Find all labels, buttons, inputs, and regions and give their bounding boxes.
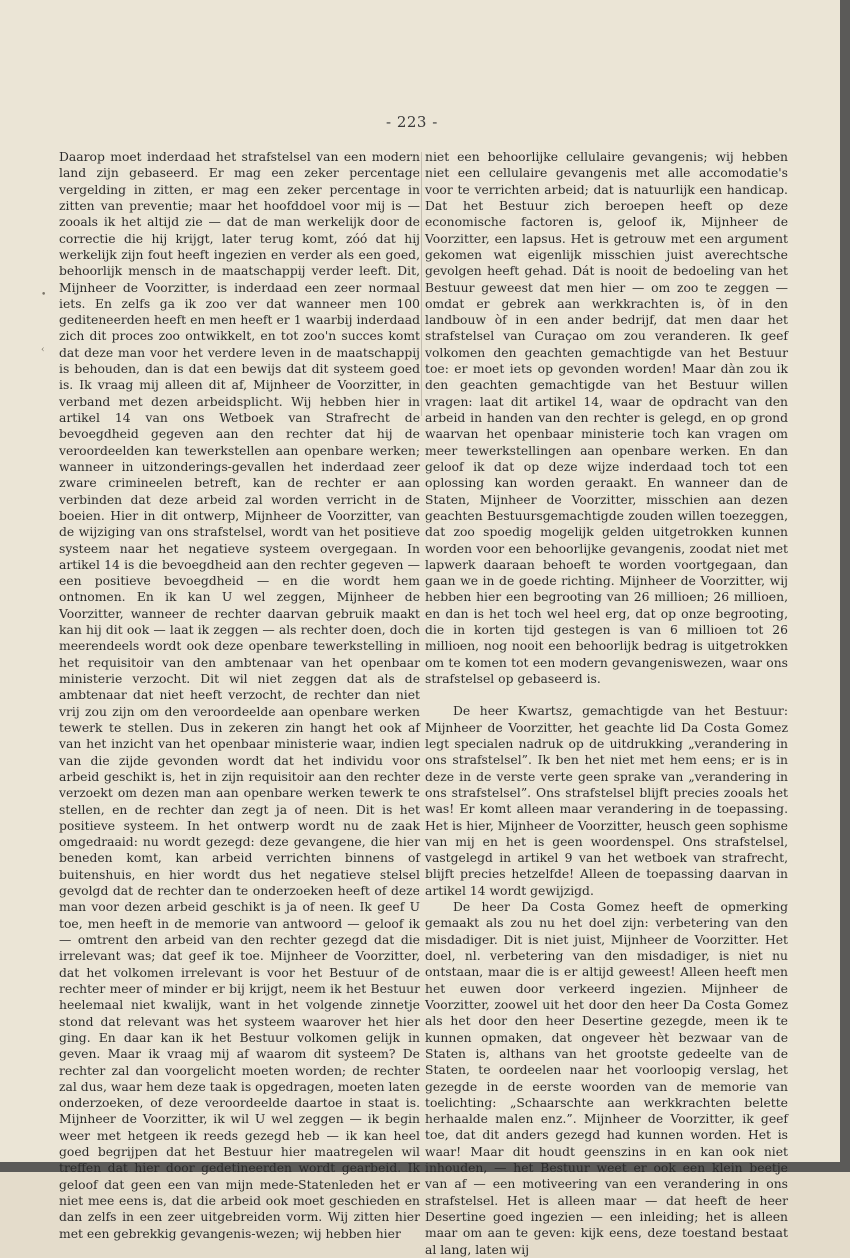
paragraph: niet een behoorlijke cellulaire gevangenis; wij hebben niet een cellulaire gevangenis met alle accomodatie's voor te verrichten arbeid; dat is natuurlijk een handicap. Dat het Bestuur zich beroepen heeft op deze economische factoren is, geloof ik, Mijnheer de Voorzitter, een lapsus. Het is getrouw met een argument gekomen wat eigenlijk misschien juist averechtsche gevolgen heeft gehad. Dát is nooit de bedoeling van het Bestuur geweest dat men hier — om zoo te zeggen — omdat er gebrek aan werkkrachten is, òf in den landbouw òf in een ander bedrijf, dat men daar het strafstelsel van Curaçao om zou veranderen. Ik geef volkomen den geachten gemachtigde van het Bestuur toe: er moet iets op gevonden worden! Maar dàn zou ik den geachten gemachtigde van het Bestuur willen vragen: laat dit artikel 14, waar de opdracht van den arbeid in handen van den rechter is gelegd, en op grond waarvan het openbaar ministerie toch kan vragen om meer tewerkstellingen aan openbare werken. En dan geloof ik dat op deze wijze inderdaad toch tot een oplossing kan worden geraakt. En wanneer dan de Staten, Mijnheer de Voorzitter, misschien aan dezen geachten Bestuursgemachtigde zouden willen toezeggen, dat zoo spoedig mogelijk gelden uitgetrokken kunnen worden voor een behoorlijke gevangenis, zoodat niet met lapwerk daaraan behoeft te worden voortgegaan, dan gaan we in de goede richting. Mijnheer de Voorzitter, wij hebben hier een begrooting van 26 millioen; 26 millioen, en dan is het toch wel heel erg, dat op onze begrooting, die in korten tijd gestegen is van 6 millioen tot 26 millioen, nog nooit een behoorlijk bedrag is uitgetrokken om te komen tot een modern gevangeniswezen, waar ons strafstelsel op gebaseerd is. <box>425 150 788 686</box>
column-divider <box>421 152 422 416</box>
paragraph: De heer Da Costa Gomez heeft de opmerking gemaakt als zou nu het doel zijn: verbetering van den misdadiger. Dit is niet juist, Mijnheer de Voorzitter. Het doel, nl. verbetering van den misdadiger, is niet nu ontstaan, maar die is er altijd geweest! Alleen heeft men het euwen door verkeerd ingezien. Mijnheer de Voorzitter, zoowel uit het door den heer Da Costa Gomez als het door den heer Desertine gezegde, meen ik te kunnen opmaken, dat ongeveer hèt bezwaar van de Staten is, althans van het grootste gedeelte van de Staten, te oordeelen naar het voorloopig verslag, het gezegde in de eerste woorden van de memorie van toelichting: „Schaarschte aan werkkrachten belette herhaalde malen enz.”. Mijnheer de Voorzitter, ik geef toe, dat dit anders gezegd had kunnen worden. Het is waar! Maar dit houdt geenszins in en kan ook niet inhouden, — het Bestuur weet er ook een klein beetje van af — een motiveering van een verandering in ons strafstelsel. Het is alleen maar — dat heeft de heer Desertine goed ingezien — een inleiding; het is alleen maar om aan te geven: kijk eens, deze toestand bestaat al lang, laten wij <box>425 900 788 1257</box>
paragraph: De heer Kwartsz, gemachtigde van het Bestuur: Mijnheer de Voorzitter, het geachte lid Da Costa Gomez legt specialen nadruk op de uitdrukking „verandering in ons strafstelsel”. Ik ben het niet met hem eens; er is in deze in de verste verte geen sprake van „verandering in ons strafstelsel”. Ons strafstelsel blijft precies zooals het was! Er komt alleen maar verandering in de toepassing. Het is hier, Mijnheer de Voorzitter, heusch geen sophisme van mij en het is geen woordenspel. Ons strafstelsel, vastgelegd in artikel 9 van het wetboek van strafrecht, blijft precies hetzelfde! Alleen de toepassing daarvan in artikel 14 wordt gewijzigd. <box>425 704 788 898</box>
margin-dot-mark: • <box>41 290 47 300</box>
right-column <box>425 149 788 1258</box>
margin-tick-mark: ‹ <box>41 345 45 355</box>
paragraph: Daarop moet inderdaad het strafstelsel van een modern land zijn gebaseerd. Er mag een zeker percentage vergelding in zitten, er mag een zeker percentage in zitten van preventie; maar het hoofddoel voor mij is — zooals ik het altijd zie — dat de man werkelijk door de correctie die hij krijgt, later terug komt, zóó dat hij werkelijk zijn fout heeft ingezien en verder als een goed, behoorlijk mensch in de maatschappij verder leeft. Dit, Mijnheer de Voorzitter, is inderdaad een zeer normaal iets. En zelfs ga ik zoo ver dat wanneer men 100 gediteneerden heeft en men heeft er 1 waarbij inderdaad zich dit proces zoo ontwikkelt, en tot zoo'n succes komt dat deze man voor het verdere leven in de maatschappij is behouden, dan is dat een bewijs dat dit systeem goed is. Ik vraag mij alleen dit af, Mijnheer de Voorzitter, in verband met dezen arbeidsplicht. Wij hebben hier in artikel 14 van ons Wetboek van Strafrecht de bevoegdheid gegeven aan den rechter dat hij de veroordeelden kan tewerkstellen aan openbare werken; wanneer in uitzonderings-gevallen het inderdaad zeer zware crimineelen betreft, kan de rechter er aan verbinden dat deze arbeid zal worden verricht in de boeien. Hier in dit ontwerp, Mijnheer de Voorzitter, van de wijziging van ons strafstelsel, wordt van het positieve systeem naar het negatieve systeem overgegaan. In artikel 14 is die bevoegdheid aan den rechter gegeven — een positieve bevoegdheid — en die wordt hem ontnomen. En ik kan U wel zeggen, Mijnheer de Voorzitter, wanneer de rechter daarvan gebruik maakt kan hij dit ook — laat ik zeggen — als rechter doen, doch meerendeels wordt ook deze openbare tewerkstelling in het requisitoir van den ambtenaar van het openbaar ministerie verzocht. Dit wil niet zeggen dat als de ambtenaar dat niet heeft verzocht, de rechter dan niet vrij zou zijn om den veroordeelde aan openbare werken tewerk te stellen. Dus in zekeren zin hangt het ook af van het inzicht van het openbaar ministerie waar, indien van die zijde gevonden wordt dat het individu voor arbeid geschikt is, het in zijn requisitoir aan den rechter verzoekt om dezen man aan openbare werken tewerk te stellen, en de rechter dan zegt ja of neen. Dit is het positieve systeem. In het ontwerp wordt nu de zaak omgedraaid: nu wordt gezegd: deze gevangene, die hier beneden komt, kan arbeid verrichten binnens of buitenshuis, en hier wordt dus het negatieve stelsel gevolgd dat de rechter dan te onderzoeken heeft of deze man voor dezen arbeid geschikt is ja of neen. Ik geef U toe, men heeft in de memorie van antwoord — geloof ik — omtrent den arbeid van den rechter gezegd dat die irrelevant was; dat geef ik toe. Mijnheer de Voorzitter, dat het volkomen irrelevant is voor het Bestuur of de rechter meer of minder er bij krijgt, neem ik het Bestuur heelemaal niet kwalijk, want in het volgende zinnetje stond dat relevant was het systeem waarover het hier ging. En daar kan ik het Bestuur volkomen gelijk in geven. Maar ik vraag mij af waarom dit systeem? De rechter zal dan voorgelicht moeten worden; de rechter zal dus, waar hem deze taak is opgedragen, moeten laten onderzoeken, of deze veroordeelde daartoe in staat is. Mijnheer de Voorzitter, ik wil U wel zeggen — ik begin weer met hetgeen ik reeds gezegd heb — ik kan heel goed begrijpen dat het Bestuur hier maatregelen wil treffen dat hier door gedetineerden wordt gearbeid. Ik geloof dat geen een van mijn mede-Statenleden het er niet mee eens is, dat die arbeid ook moet geschieden en dan zelfs in een zeer uitgebreiden vorm. Wij zitten hier met een gebrekkig gevangenis-wezen; wij hebben hier <box>59 150 420 1241</box>
page-number: - 223 - <box>386 113 438 131</box>
left-column <box>59 149 420 1242</box>
